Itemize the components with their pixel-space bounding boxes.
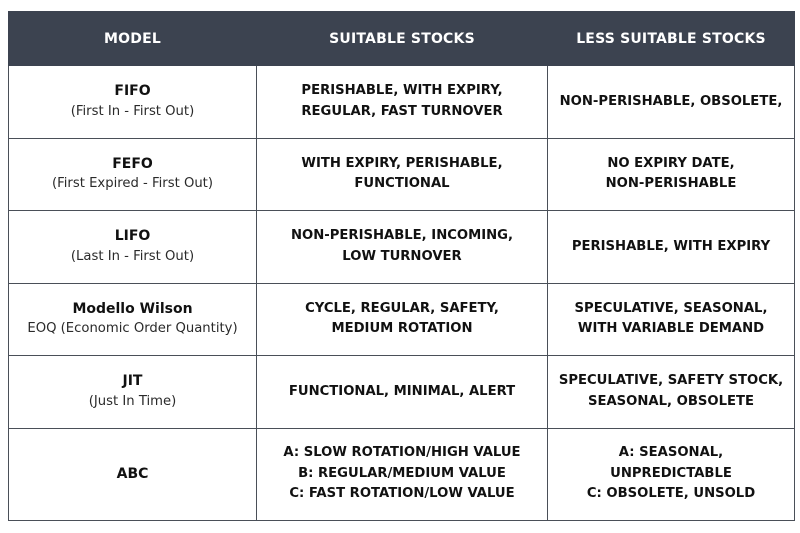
less-suitable-cell [548, 66, 795, 139]
model-cell [9, 211, 257, 284]
suitable-cell [257, 428, 548, 520]
suitable-line: FUNCTIONAL [354, 176, 450, 192]
suitable-line: FUNCTIONAL, MINIMAL, ALERT [288, 383, 516, 399]
suitable-line: WITH EXPIRY, PERISHABLE, [301, 155, 503, 171]
less-suitable-cell [548, 356, 795, 429]
less-suitable-line: SPECULATIVE, SEASONAL, [574, 300, 768, 316]
less-suitable-line: SPECULATIVE, SAFETY STOCK, [558, 373, 784, 389]
model-cell [9, 428, 257, 520]
suitable-line: MEDIUM ROTATION [331, 321, 473, 337]
model-name: JIT [122, 373, 143, 390]
model-name: LIFO [114, 228, 151, 245]
less-suitable-line: C: OBSOLETE, UNSOLD [586, 486, 756, 502]
suitable-line: NON-PERISHABLE, INCOMING, [290, 228, 514, 244]
suitable-cell [257, 66, 548, 139]
table-header-row [9, 12, 795, 66]
less-suitable-cell [548, 138, 795, 211]
model-name: Modello Wilson [72, 300, 193, 317]
suitable-cell [257, 356, 548, 429]
model-name: FIFO [114, 83, 151, 100]
suitable-cell [257, 283, 548, 356]
header-less-suitable-stocks: LESS SUITABLE STOCKS [548, 12, 795, 66]
suitable-line: CYCLE, REGULAR, SAFETY, [305, 300, 499, 316]
less-suitable-line: NON-PERISHABLE, OBSOLETE, [559, 93, 783, 109]
less-suitable-line: SEASONAL, OBSOLETE [587, 393, 755, 409]
suitable-cell [257, 211, 548, 284]
inventory-models-table [8, 11, 795, 521]
suitable-line: PERISHABLE, WITH EXPIRY, [301, 83, 503, 99]
model-name: ABC [116, 465, 149, 482]
table-row [9, 428, 795, 520]
less-suitable-line: A: SEASONAL, [618, 445, 724, 461]
table-row [9, 138, 795, 211]
header-model: MODEL [9, 12, 257, 66]
suitable-cell [257, 138, 548, 211]
header-suitable-stocks: SUITABLE STOCKS [257, 12, 548, 66]
model-cell [9, 138, 257, 211]
table-row [9, 356, 795, 429]
model-subtitle: EOQ (Economic Order Quantity) [27, 321, 238, 337]
model-cell [9, 283, 257, 356]
less-suitable-line: NON-PERISHABLE [605, 176, 737, 192]
suitable-line: B: REGULAR/MEDIUM VALUE [298, 465, 506, 481]
less-suitable-line: NO EXPIRY DATE, [607, 155, 735, 171]
table-row [9, 211, 795, 284]
suitable-line: C: FAST ROTATION/LOW VALUE [289, 486, 515, 502]
less-suitable-line: PERISHABLE, WITH EXPIRY [571, 238, 771, 254]
less-suitable-cell [548, 283, 795, 356]
less-suitable-cell [548, 428, 795, 520]
suitable-line: REGULAR, FAST TURNOVER [301, 103, 503, 119]
model-subtitle: (Just In Time) [88, 393, 177, 409]
less-suitable-line: WITH VARIABLE DEMAND [577, 321, 765, 337]
suitable-line: A: SLOW ROTATION/HIGH VALUE [283, 445, 521, 461]
table-row [9, 66, 795, 139]
less-suitable-cell [548, 211, 795, 284]
model-subtitle: (Last In - First Out) [70, 248, 195, 264]
model-cell [9, 66, 257, 139]
less-suitable-line: UNPREDICTABLE [610, 465, 732, 481]
suitable-line: LOW TURNOVER [342, 248, 462, 264]
model-subtitle: (First In - First Out) [70, 103, 195, 119]
model-name: FEFO [112, 155, 153, 172]
model-subtitle: (First Expired - First Out) [51, 176, 214, 192]
model-cell [9, 356, 257, 429]
table-row [9, 283, 795, 356]
